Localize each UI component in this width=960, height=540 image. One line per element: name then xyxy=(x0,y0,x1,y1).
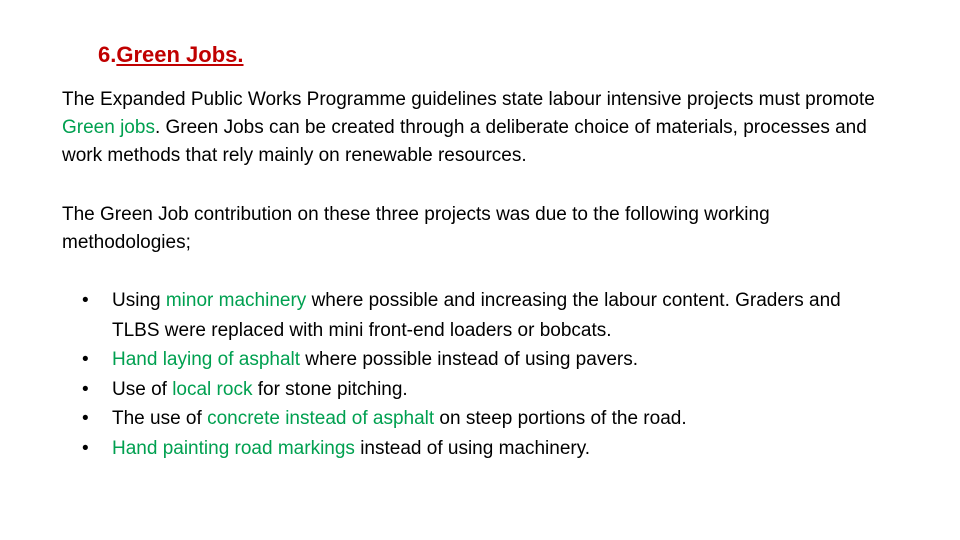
bullet-icon: • xyxy=(82,408,89,429)
bullet-icon: • xyxy=(82,378,89,400)
bullet-icon: • xyxy=(82,290,89,311)
list-item-post: where possible and increasing the labour content. Graders and TLBS were replaced with mini front-end loaders or bobcats. xyxy=(112,290,841,341)
list-item xyxy=(82,434,882,464)
intro-highlight: Green jobs xyxy=(62,117,155,138)
slide-title xyxy=(98,40,244,70)
list-item-post: for stone pitching. xyxy=(252,378,408,400)
list-item-highlight: concrete instead of asphalt xyxy=(207,408,435,429)
intro-text-part1: The Expanded Public Works Programme guidelines state labour intensive projects must promote xyxy=(62,89,875,110)
list-item-highlight: Hand painting road markings xyxy=(112,437,355,459)
title-text: Green Jobs. xyxy=(116,42,244,67)
list-item xyxy=(82,286,882,345)
methodology-list xyxy=(82,286,882,463)
list-item xyxy=(82,404,882,434)
list-item-highlight: Hand laying of asphalt xyxy=(112,349,301,370)
list-item-post: where possible instead of using pavers. xyxy=(300,349,638,370)
list-item-post: instead of using machinery. xyxy=(354,437,591,459)
list-item-highlight: minor machinery xyxy=(165,290,307,311)
list-item-pre: The use of xyxy=(112,408,208,429)
methodology-paragraph: The Green Job contribution on these three projects was due to the following working methodologies; xyxy=(62,204,770,253)
intro-paragraph xyxy=(62,86,882,170)
list-item xyxy=(82,375,882,405)
bullet-icon: • xyxy=(82,437,89,459)
list-item-post: on steep portions of the road. xyxy=(434,408,687,429)
list-item xyxy=(82,345,882,375)
bullet-icon: • xyxy=(82,349,89,370)
intro-text-part2: . Green Jobs can be created through a deliberate choice of materials, processes and work methods that rely mainly on renewable resources. xyxy=(62,117,867,166)
list-item-highlight: local rock xyxy=(172,378,253,400)
list-item-pre: Use of xyxy=(112,378,173,400)
title-number: 6. xyxy=(98,42,117,67)
list-item-pre: Using xyxy=(112,290,166,311)
